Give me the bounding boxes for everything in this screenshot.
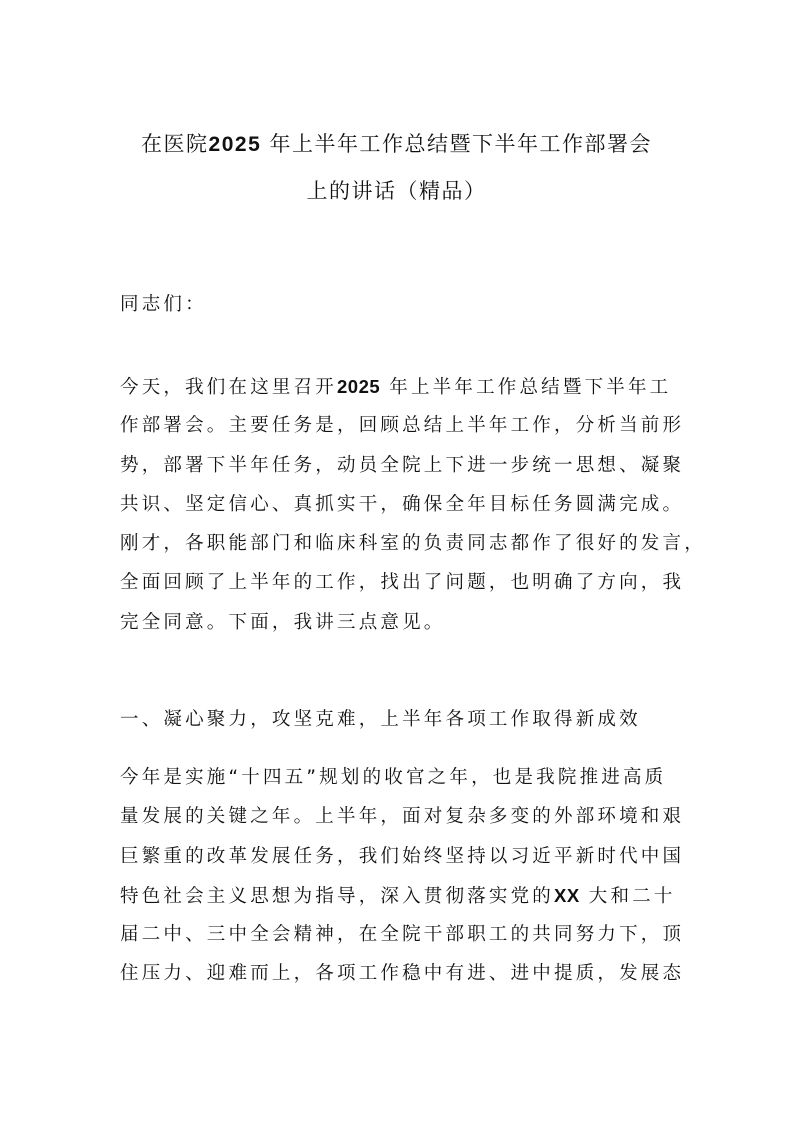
line-text: 年上半年工作总结暨下半年工 [389,377,672,398]
paragraph-line: 势，部署下半年任务，动员全院上下进一步统一思想、凝聚 [120,454,685,476]
paragraph-line: 巨繁重的改革发展任务，我们始终坚持以习近平新时代中国 [120,845,685,867]
paragraph-section-1 [120,758,685,994]
paragraph-line: 共识、坚定信心、真抓实干，确保全年目标任务圆满完成。 [120,493,685,515]
document-title [100,121,693,214]
placeholder-number: XX [554,884,580,906]
title-text: 年上半年工作总结暨下半年工作部署会 [269,132,652,156]
paragraph-line: 刚才，各职能部门和临床科室的负责同志都作了很好的发言， [120,533,706,555]
title-text: 在医院 [141,132,209,156]
salutation-text: 同志们： [120,294,207,315]
section-heading-1 [120,700,680,739]
paragraph-line: 届二中、三中全会精神，在全院干部职工的共同努力下，顶 [120,924,685,946]
line-text: 大和二十 [588,885,676,907]
year-number: 2025 [337,376,381,397]
paragraph-line: 住压力、迎难而上，各项工作稳中有进、进中提质，发展态 [120,963,685,985]
paragraph-line: 今年是实施“十四五”规划的收官之年，也是我院推进高质 [120,767,667,788]
paragraph-line [120,367,680,406]
section-heading-text: 一、凝心聚力，攻坚克难，上半年各项工作取得新成效 [120,709,641,730]
paragraph-line: 完全同意。下面，我讲三点意见。 [120,611,446,633]
salutation [120,285,680,324]
title-year: 2025 [208,133,262,156]
paragraph-line: 作部署会。主要任务是，回顾总结上半年工作，分析当前形 [120,415,685,437]
paragraph-line: 量发展的关键之年。上半年，面对复杂多变的外部环境和艰 [120,806,685,828]
title-line-1 [100,121,693,168]
line-text: 特色社会主义思想为指导，深入贯彻落实党的 [120,885,555,907]
title-line-2: 上的讲话（精品） [306,179,487,203]
line-text: 今天，我们在这里召开 [120,377,338,398]
paragraph-line [120,876,680,915]
paragraph-line: 全面回顾了上半年的工作，找出了问题，也明确了方向，我 [120,572,685,594]
paragraph-intro [120,367,706,642]
